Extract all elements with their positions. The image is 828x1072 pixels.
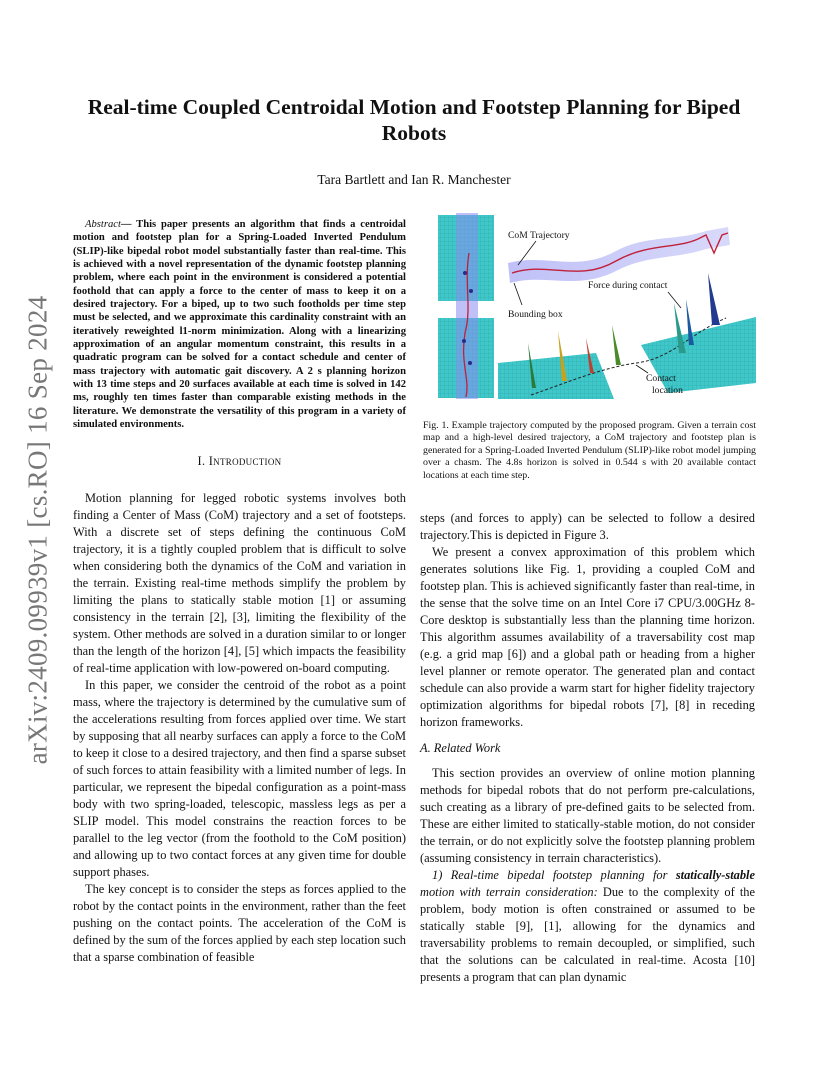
paper-title: Real-time Coupled Centroidal Motion and Footstep Planning for Biped Robots bbox=[87, 95, 741, 145]
authors: Tara Bartlett and Ian R. Manchester bbox=[317, 172, 511, 187]
item-heading-bold: statically-stable bbox=[675, 868, 755, 882]
terrain-perspective-near bbox=[498, 353, 614, 399]
abstract bbox=[73, 218, 406, 432]
related-work-paragraph: This section provides an overview of online motion planning methods for bipedal robots that do not perform pre-calculations, such creating as a library of pre-defined gaits to be selected from. These are either limited to statically-stable motion, do not consider the terrain, or do not explicitly solve the footstep planning problem (assuming consistency in terrain characteristics). bbox=[420, 766, 755, 865]
force-spike bbox=[708, 273, 720, 325]
figure-1 bbox=[436, 213, 756, 399]
label-com-trajectory: CoM Trajectory bbox=[508, 230, 570, 241]
section-heading-introduction: I. Introduction bbox=[197, 453, 282, 468]
body-paragraph: We present a convex approximation of this problem which generates solutions like Fig. 1, providing a coupled CoM and footstep plan. This is achieved significantly faster than real-time, in the sense that the solve time on an Intel Core i7 CPU/3.00GHz 8-Core desktop is substantially less than the planning time horizon. This algorithm assumes availability of a traversability cost map (e.g. a grid map [6]) and a global path or heading from a higher level planner or remote operator. The generated plan and contact schedule can also provide a warm start for higher fidelity trajectory optimization algorithms for bipedal robots [7], [8] in receding horizon frameworks. bbox=[420, 545, 755, 729]
figure-caption: Fig. 1. Example trajectory computed by the proposed program. Given a terrain cost map and a high-level desired trajectory, a CoM trajectory and footstep plan is generated for a Spring-Loaded Inverted Pendulum (SLIP)-like robot model jumping over a chasm. The 4.8s horizon is solved in 0.544 s with 20 available contact locations at each time step. bbox=[423, 420, 756, 481]
right-column bbox=[420, 510, 755, 986]
label-force-during-contact: Force during contact bbox=[588, 280, 668, 291]
related-work-item-1 bbox=[420, 867, 755, 986]
item-heading: 1) Real-time bipedal footstep planning for statically-stable motion with terrain consideration: bbox=[420, 868, 755, 899]
bounding-box-top-view bbox=[456, 213, 478, 399]
item-text: Due to the complexity of the problem, body motion is often constrained or assumed to be statically stable [9], [1], allowing for the dynamics and traversability problems to remain decoupled, or simplified, such that the solutions can be calculated in real-time. Acosta [10] presents a program that can plan dynamic bbox=[420, 885, 755, 984]
body-paragraph: steps (and forces to apply) can be selected to follow a desired trajectory.This is depicted in Figure 3. bbox=[420, 511, 755, 542]
left-column bbox=[73, 218, 406, 966]
label-contact: Contact bbox=[646, 373, 676, 384]
abstract-text: This paper presents an algorithm that finds a centroidal motion and footstep plan for a Spring-Loaded Inverted Pendulum (SLIP)-like bipedal robot model substantially faster than real-time. This is achieved with a novel representation of the dynamic footstep planning problem, where each point in the environment is considered a potential foothold that can apply a force to the center of mass to keep it on a desired trajectory. For a biped, up to two such footholds per time step must be selected, and we approximate this cardinality constraint with an iteratively reweighted l1-norm minimization. Along with a linearizing approximation of an angular momentum constraint, this results in a quadratic program can be solved for a contact schedule and center of mass trajectory with automatic gait discovery. A 2 s planning horizon with 13 time steps and 20 surfaces available at each time is solved in 142 ms, roughly ten times faster than comparable existing methods in the literature. We demonstrate the versatility of this program in a variety of simulated environments. bbox=[73, 219, 406, 431]
label-location: location bbox=[652, 385, 683, 396]
abstract-dash: — bbox=[120, 219, 137, 230]
force-spike bbox=[612, 325, 621, 365]
label-bounding-box: Bounding box bbox=[508, 309, 563, 320]
intro-paragraph: In this paper, we consider the centroid of the robot as a point mass, where the trajectory is determined by the cumulative sum of the accelerations resulting from forces applied over time. We start by supposing that all nearby surfaces can apply a force to the CoM to keep it close to a desired trajectory, and then find a sparse subset of such forces to attain feasibility with a limited number of legs. In particular, we represent the bipedal configuration as a point-mass body with two spring-loaded, telescopic, massless legs as per a SLIP model. This model constrains the reaction forces to be parallel to the leg vector (from the foothold to the CoM position) and allowing up to two contact forces at any given time for double support phases. bbox=[73, 677, 406, 879]
intro-paragraph: The key concept is to consider the steps as forces applied to the robot by the contact points in the environment, rather than the feet pushing on the contact points. The acceleration of the CoM is defined by the sum of the forces applied by each step location such that a sparse combination of feasible bbox=[73, 881, 406, 964]
subsection-heading-related-work: A. Related Work bbox=[420, 741, 501, 755]
intro-paragraph: Motion planning for legged robotic systems involves both finding a Center of Mass (CoM) trajectory and a set of footsteps. With a discrete set of steps defining the continuous CoM trajectory, it is a tightly coupled problem that is difficult to solve when considering both the dynamics of the CoM and variation in the terrain. Existing real-time methods simplify the problem by limiting the plans to statically stable motion [1] or assuming consistency in the terrain [2], [3], limiting the flexibility of the system. Other methods are solved in a duration similar to or longer than the length of the horizon [4], [5] which impacts the feasibility of real-time application with low-powered on-board computing. bbox=[73, 490, 406, 675]
arxiv-stamp: arXiv:2409.09939v1 [cs.RO] 16 Sep 2024 bbox=[22, 295, 53, 765]
abstract-label: Abstract bbox=[85, 219, 121, 230]
